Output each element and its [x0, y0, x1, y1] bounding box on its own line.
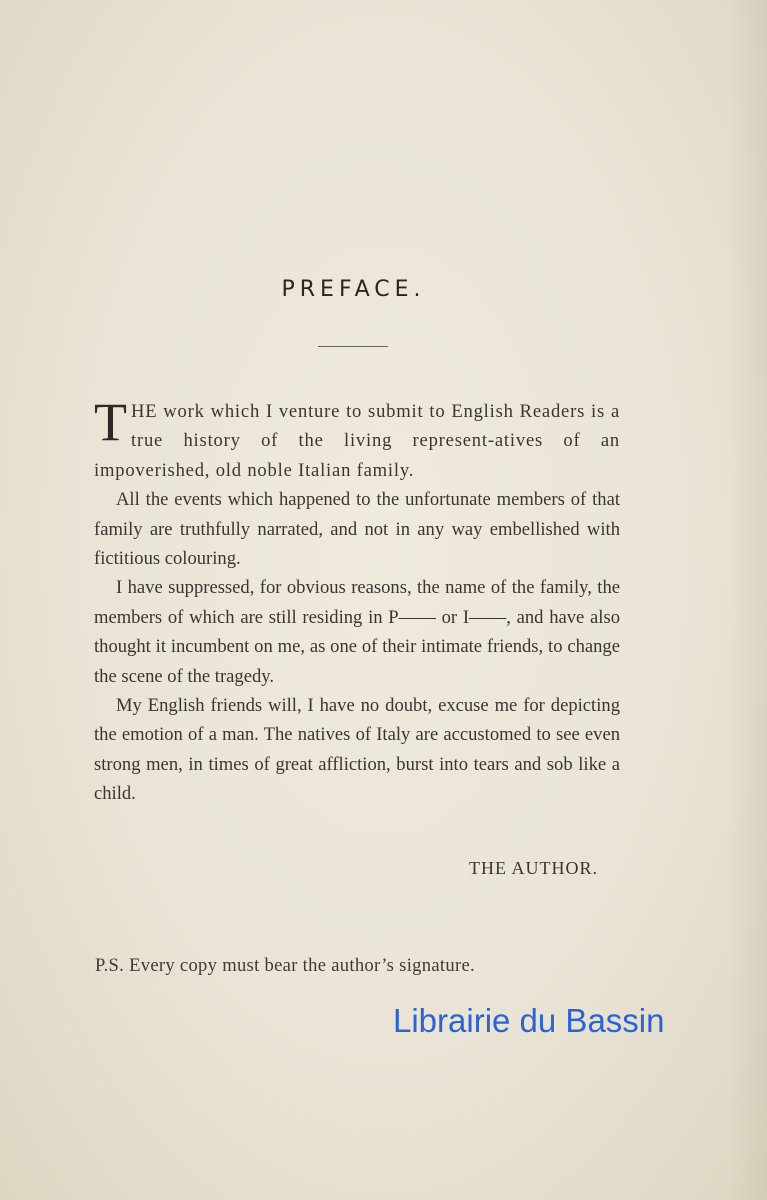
paragraph-2: All the events which happened to the unfortunate members of that family are truthfully narrated, and not in any way embellished with fictitious colouring.	[94, 489, 620, 570]
postscript: P.S. Every copy must bear the author’s signature.	[95, 955, 475, 976]
page-title: PREFACE.	[281, 277, 426, 302]
author-signoff: THE AUTHOR.	[469, 858, 598, 878]
paragraph-1-text: HE work which I venture to submit to English Readers is a true history of the living represent-atives of an impoverished, old noble Italian family.	[94, 401, 620, 481]
title-divider	[318, 346, 388, 347]
preface-body	[94, 392, 620, 809]
paragraph-1	[94, 392, 620, 485]
drop-cap: T	[94, 392, 127, 452]
paragraph-4: My English friends will, I have no doubt, excuse me for depicting the emotion of a man. The natives of Italy are accustomed to see even strong men, in times of great affliction, burst into tears and sob like a child.	[94, 695, 620, 805]
watermark-text: Librairie du Bassin	[393, 1002, 665, 1039]
paragraph-3: I have suppressed, for obvious reasons, the name of the family, the members of which are still residing in P—— or I——, and have also thought it incumbent on me, as one of their intimate friends, to change the scene of the tragedy.	[94, 577, 620, 687]
